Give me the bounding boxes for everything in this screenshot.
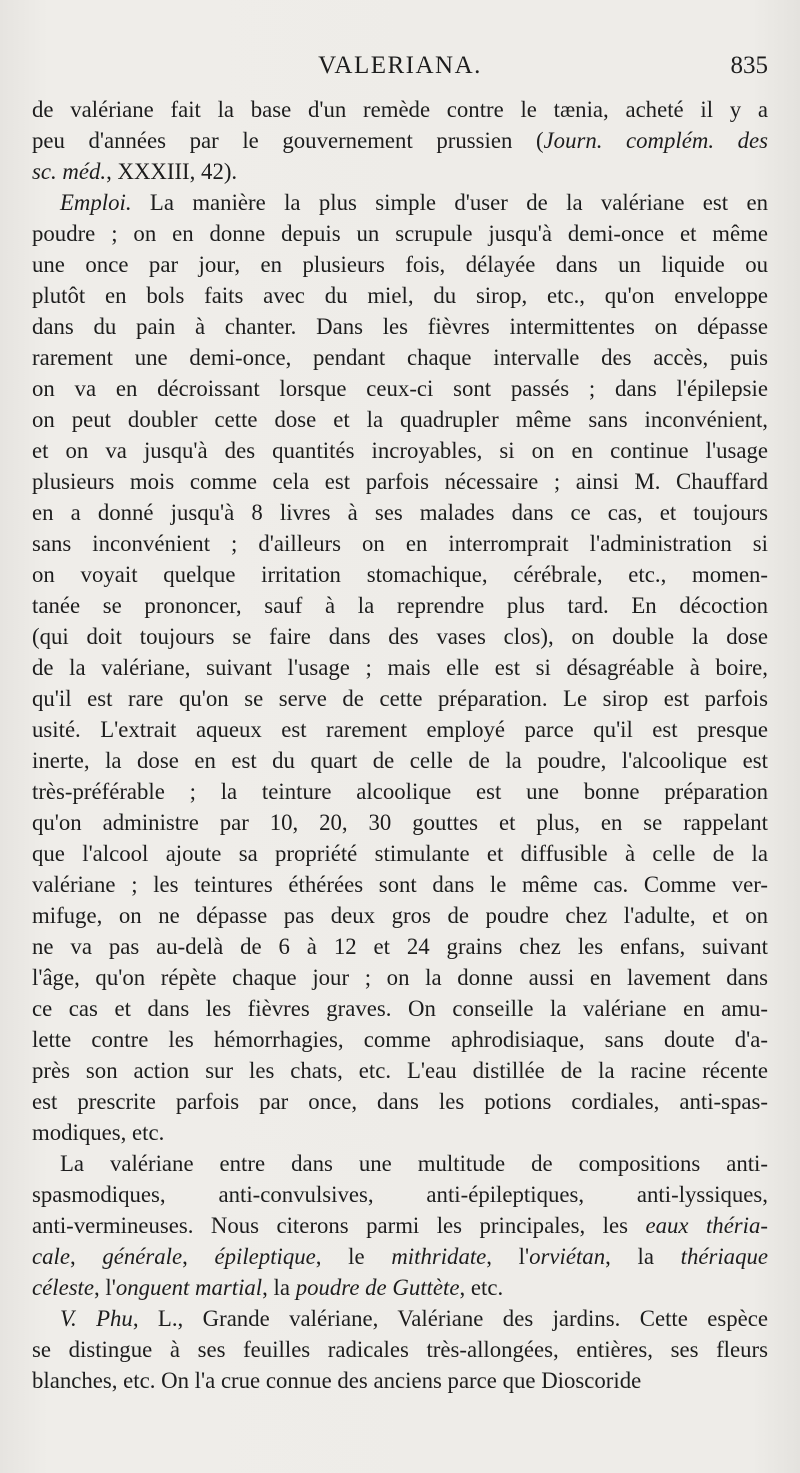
text-line: qu'il est rare qu'on se serve de cette préparation. Le sirop est parfois (32, 686, 768, 711)
text-line: on va en décroissant lorsque ceux-ci sont passés ; dans l'épilepsie (32, 376, 768, 401)
page-title: VALERIANA. (318, 52, 482, 79)
text-line: poudre ; on en donne depuis un scrupule jusqu'à demi-once et même (32, 221, 768, 246)
running-head (32, 52, 768, 92)
paragraph-continuation (32, 94, 768, 187)
text-line: La valériane entre dans une multitude de compositions anti- (60, 1151, 768, 1176)
text-line: ne va pas au-delà de 6 à 12 et 24 grains chez les enfans, suivant (32, 934, 768, 959)
text-line: l'âge, qu'on répète chaque jour ; on la donne aussi en lavement dans (32, 965, 768, 990)
text-line: mifuge, on ne dépasse pas deux gros de poudre chez l'adulte, et on (32, 903, 768, 928)
paragraph-emploi (32, 187, 768, 1148)
text-line: près son action sur les chats, etc. L'eau distillée de la racine récente (32, 1058, 768, 1083)
paragraph-valeriana-phu (32, 1303, 768, 1396)
text-line: est prescrite parfois par once, dans les potions cordiales, anti-spas- (32, 1089, 768, 1114)
text-line: modiques, etc. (32, 1120, 165, 1145)
text-line: anti-vermineuses. Nous citerons parmi les principales, les eaux théria- (32, 1213, 769, 1238)
text-line: valériane ; les teintures éthérées sont dans le même cas. Comme ver- (32, 872, 768, 897)
text-line: Emploi. La manière la plus simple d'user de la valériane est en (60, 190, 768, 215)
paragraph-compositions (32, 1148, 768, 1303)
text-line: de la valériane, suivant l'usage ; mais elle est si désagréable à boire, (32, 655, 768, 680)
text-line: cale, générale, épileptique, le mithridate, l'orviétan, la thériaque (32, 1244, 768, 1269)
text-line: usité. L'extrait aqueux est rarement employé parce qu'il est presque (32, 717, 768, 742)
text-line: en a donné jusqu'à 8 livres à ses malades dans ce cas, et toujours (32, 500, 768, 525)
text-line: peu d'années par le gouvernement prussien (Journ. complém. des (32, 128, 768, 153)
text-line: se distingue à ses feuilles radicales très-allongées, entières, ses fleurs (32, 1337, 768, 1362)
text-line: inerte, la dose en est du quart de celle de la poudre, l'alcoolique est (32, 748, 768, 773)
page-number: 835 (730, 52, 768, 79)
text-line: rarement une demi-once, pendant chaque intervalle des accès, puis (32, 345, 768, 370)
text-line: blanches, etc. On l'a crue connue des anciens parce que Dioscoride (32, 1368, 642, 1393)
text-line: lette contre les hémorrhagies, comme aphrodisiaque, sans doute d'a- (32, 1027, 768, 1052)
text-line: spasmodiques, anti-convulsives, anti-épileptiques, anti-lyssiques, (32, 1182, 768, 1207)
text-line: ce cas et dans les fièvres graves. On conseille la valériane en amu- (32, 996, 768, 1021)
text-line: céleste, l'onguent martial, la poudre de Guttète, etc. (32, 1275, 504, 1300)
text-line: et on va jusqu'à des quantités incroyables, si on en continue l'usage (32, 438, 768, 463)
text-line: très-préférable ; la teinture alcoolique est une bonne préparation (32, 779, 768, 804)
text-line: de valériane fait la base d'un remède contre le tænia, acheté il y a (32, 97, 768, 122)
text-line: une once par jour, en plusieurs fois, délayée dans un liquide ou (32, 252, 768, 277)
body-text (32, 94, 768, 1396)
text-line: plusieurs mois comme cela est parfois nécessaire ; ainsi M. Chauffard (32, 469, 768, 494)
text-line: que l'alcool ajoute sa propriété stimulante et diffusible à celle de la (32, 841, 768, 866)
text-line: V. Phu, L., Grande valériane, Valériane des jardins. Cette espèce (60, 1306, 768, 1331)
text-line: dans du pain à chanter. Dans les fièvres intermittentes on dépasse (32, 314, 768, 339)
text-line: qu'on administre par 10, 20, 30 gouttes et plus, en se rappelant (32, 810, 768, 835)
text-line: on peut doubler cette dose et la quadrupler même sans inconvénient, (32, 407, 768, 432)
text-line: sc. méd., XXXIII, 42). (32, 159, 238, 184)
text-line: (qui doit toujours se faire dans des vases clos), on double la dose (32, 624, 768, 649)
text-line: on voyait quelque irritation stomachique, cérébrale, etc., momen- (32, 562, 768, 587)
text-line: sans inconvénient ; d'ailleurs on en interromprait l'administration si (32, 531, 768, 556)
text-line: tanée se prononcer, sauf à la reprendre plus tard. En décoction (32, 593, 768, 618)
text-line: plutôt en bols faits avec du miel, du sirop, etc., qu'on enveloppe (32, 283, 768, 308)
